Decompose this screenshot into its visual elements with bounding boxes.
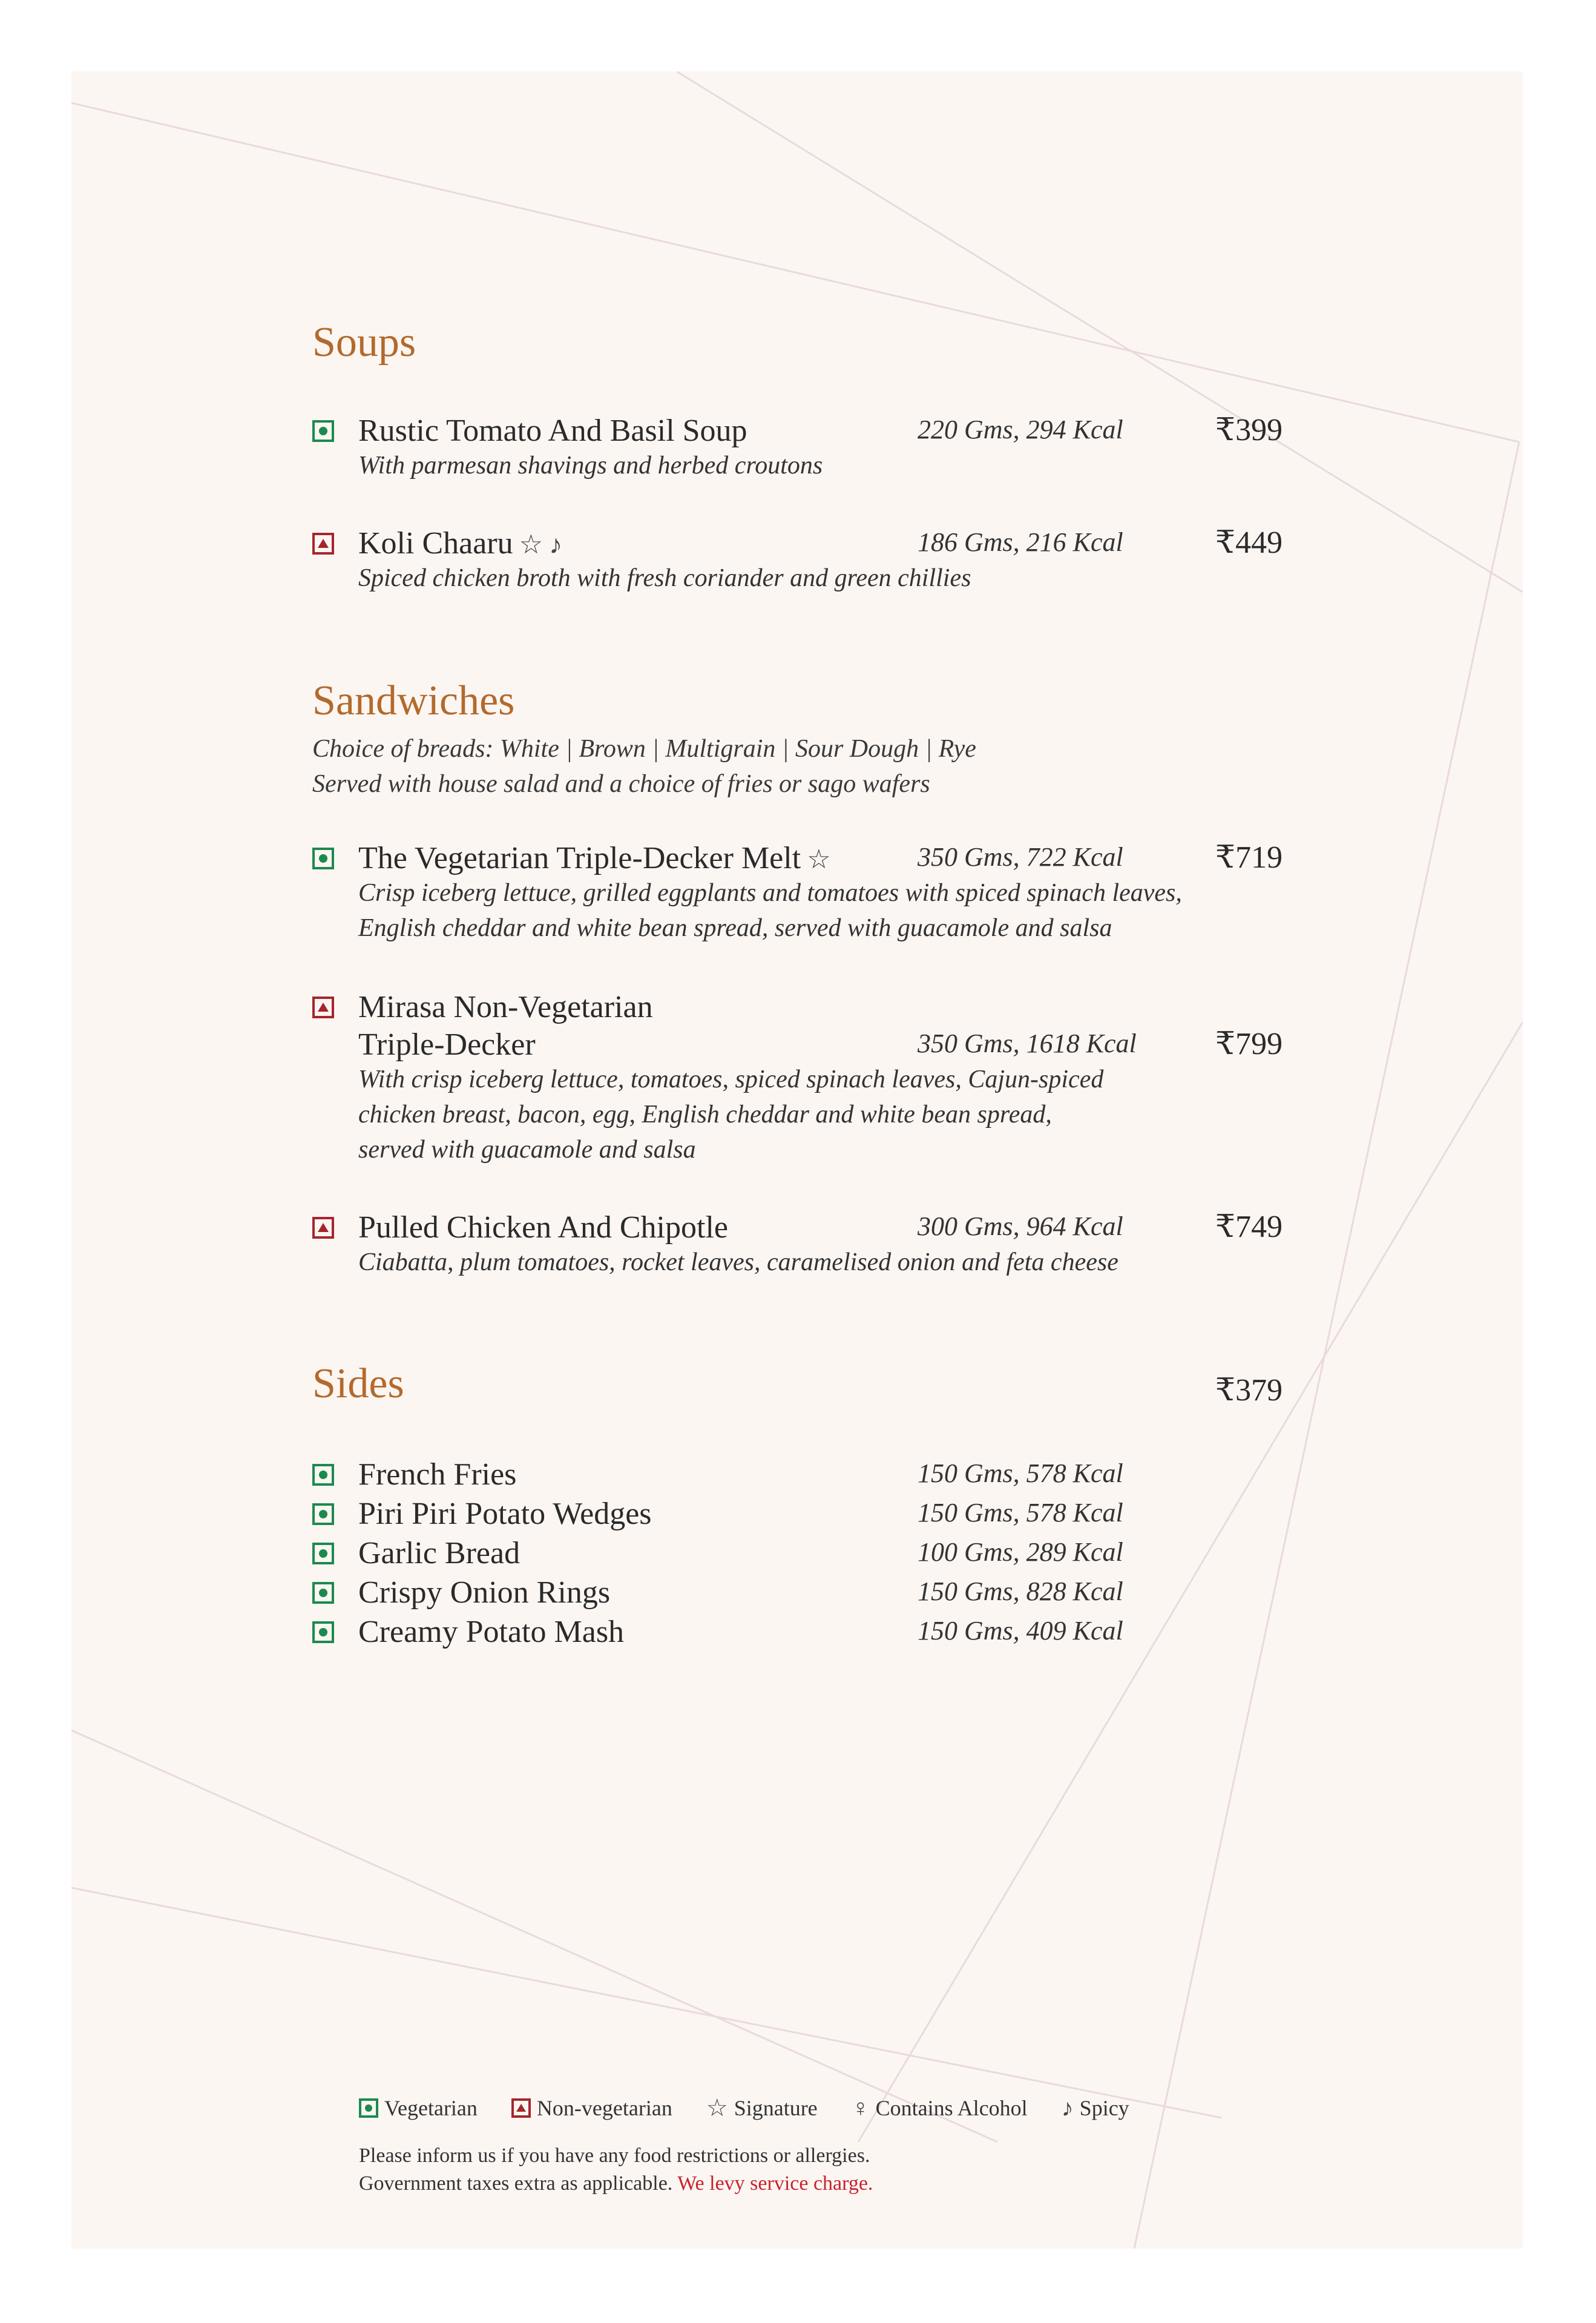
item-price: ₹799 bbox=[1215, 1027, 1283, 1061]
item-description-line: chicken breast, bacon, egg, English cheddar and white bean spread, bbox=[358, 1101, 1052, 1129]
non-vegetarian-icon bbox=[312, 997, 334, 1018]
vegetarian-icon bbox=[312, 1543, 334, 1564]
vegetarian-icon bbox=[312, 1464, 334, 1486]
item-kcal: 350 Gms, 722 Kcal bbox=[918, 842, 1123, 872]
vegetarian-icon bbox=[312, 1503, 334, 1525]
item-description-line: English cheddar and white bean spread, served with guacamole and salsa bbox=[358, 914, 1112, 942]
item-name-line: Triple-Decker bbox=[358, 1027, 536, 1062]
item-kcal: 150 Gms, 409 Kcal bbox=[918, 1616, 1123, 1646]
item-name: French Fries bbox=[358, 1457, 517, 1492]
allergy-note: Please inform us if you have any food restrictions or allergies. bbox=[359, 2144, 870, 2167]
item-name: Koli Chaaru bbox=[358, 526, 513, 561]
item-description-line: With crisp iceberg lettuce, tomatoes, spiced spinach leaves, Cajun-spiced bbox=[358, 1066, 1104, 1093]
wine-glass-icon: ♀ bbox=[851, 2094, 870, 2121]
legend-signature bbox=[706, 2094, 818, 2122]
item-price: ₹449 bbox=[1215, 526, 1283, 560]
tax-note: Government taxes extra as applicable. bbox=[359, 2172, 673, 2195]
item-name-line: Mirasa Non-Vegetarian bbox=[358, 990, 653, 1024]
item-price: ₹749 bbox=[1215, 1210, 1283, 1244]
tax-note-line bbox=[359, 2170, 873, 2198]
star-outline-icon: ☆ bbox=[706, 2094, 728, 2121]
service-charge-note: We levy service charge. bbox=[677, 2172, 873, 2195]
item-kcal: 350 Gms, 1618 Kcal bbox=[918, 1029, 1137, 1058]
legend bbox=[359, 2094, 1163, 2122]
bread-choice-note: Choice of breads: White | Brown | Multigrain | Sour Dough | Rye bbox=[312, 735, 976, 763]
chilli-icon: ♪ bbox=[1061, 2094, 1074, 2121]
vegetarian-icon bbox=[312, 420, 334, 442]
item-kcal: 150 Gms, 578 Kcal bbox=[918, 1458, 1123, 1488]
item-description: Spiced chicken broth with fresh coriander and green chillies bbox=[358, 564, 971, 592]
legend-non-vegetarian bbox=[511, 2095, 672, 2121]
legend-label: Spicy bbox=[1079, 2095, 1129, 2120]
legend-label: Vegetarian bbox=[384, 2095, 478, 2120]
legend-label: Signature bbox=[734, 2095, 818, 2120]
item-name: The Vegetarian Triple-Decker Melt bbox=[358, 841, 801, 875]
section-title-sides: Sides bbox=[312, 1360, 404, 1407]
item-description-line: served with guacamole and salsa bbox=[358, 1136, 696, 1164]
chilli-icon: ♪ bbox=[549, 530, 563, 559]
item-name: Rustic Tomato And Basil Soup bbox=[358, 414, 747, 448]
item-name: Creamy Potato Mash bbox=[358, 1615, 625, 1649]
item-name: Piri Piri Potato Wedges bbox=[358, 1497, 652, 1531]
vegetarian-icon bbox=[359, 2098, 378, 2118]
non-vegetarian-icon bbox=[312, 1217, 334, 1239]
legend-label: Non-vegetarian bbox=[536, 2095, 672, 2120]
vegetarian-icon bbox=[312, 848, 334, 869]
non-vegetarian-icon bbox=[312, 533, 334, 555]
section-title-sandwiches: Sandwiches bbox=[312, 677, 515, 724]
vegetarian-icon bbox=[312, 1582, 334, 1604]
item-description-line: Crisp iceberg lettuce, grilled eggplants and tomatoes with spiced spinach leaves, bbox=[358, 879, 1182, 907]
sides-price: ₹379 bbox=[1215, 1373, 1283, 1408]
item-price: ₹719 bbox=[1215, 840, 1283, 875]
legend-label: Contains Alcohol bbox=[875, 2095, 1028, 2120]
item-name: Garlic Bread bbox=[358, 1536, 521, 1570]
item-price: ₹399 bbox=[1215, 413, 1283, 447]
item-description: Ciabatta, plum tomatoes, rocket leaves, caramelised onion and feta cheese bbox=[358, 1248, 1118, 1276]
item-kcal: 150 Gms, 578 Kcal bbox=[918, 1498, 1123, 1527]
item-name: Crispy Onion Rings bbox=[358, 1575, 611, 1610]
non-vegetarian-icon bbox=[511, 2098, 531, 2118]
decorative-lines bbox=[71, 71, 1523, 2249]
item-name: Pulled Chicken And Chipotle bbox=[358, 1210, 728, 1245]
item-kcal: 300 Gms, 964 Kcal bbox=[918, 1211, 1123, 1241]
section-title-soups: Soups bbox=[312, 319, 416, 366]
menu-page bbox=[71, 71, 1523, 2249]
legend-vegetarian bbox=[359, 2095, 478, 2121]
star-outline-icon: ☆ bbox=[807, 845, 831, 874]
item-kcal: 186 Gms, 216 Kcal bbox=[918, 527, 1123, 557]
footer-notes bbox=[359, 2142, 873, 2198]
item-kcal: 100 Gms, 289 Kcal bbox=[918, 1537, 1123, 1567]
item-description: With parmesan shavings and herbed croutons bbox=[358, 452, 823, 479]
served-with-note: Served with house salad and a choice of fries or sago wafers bbox=[312, 770, 930, 798]
legend-alcohol bbox=[852, 2094, 1028, 2122]
legend-spicy bbox=[1062, 2094, 1129, 2122]
item-kcal: 220 Gms, 294 Kcal bbox=[918, 415, 1123, 444]
item-kcal: 150 Gms, 828 Kcal bbox=[918, 1577, 1123, 1606]
item-name-wrap bbox=[358, 839, 831, 879]
item-name-wrap bbox=[358, 524, 562, 564]
vegetarian-icon bbox=[312, 1621, 334, 1643]
star-outline-icon: ☆ bbox=[519, 530, 543, 559]
